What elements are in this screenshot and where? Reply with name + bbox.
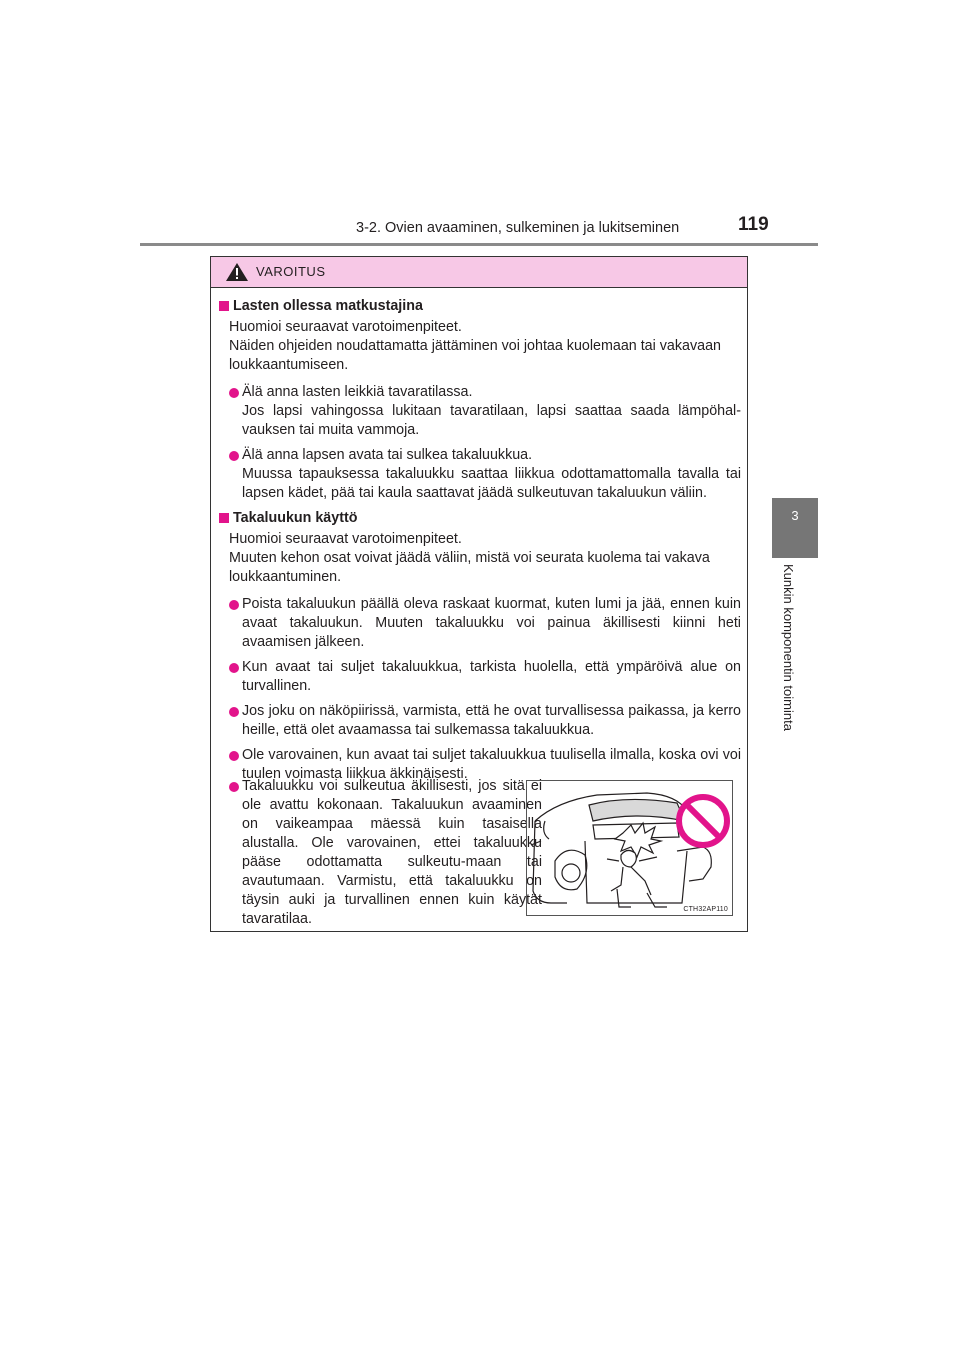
intro-line: Huomioi seuraavat varotoimenpiteet. <box>229 531 462 547</box>
section-intro <box>217 530 741 587</box>
warning-content <box>217 297 741 790</box>
section-title-text: Takaluukun käyttö <box>233 510 358 526</box>
side-tab <box>772 498 818 558</box>
tailgate-illustration <box>526 780 733 916</box>
intro-line: Muuten kehon osat voivat jäädä väliin, mistä voi seurata kuolema tai vakava loukkaantuminen. <box>229 550 710 585</box>
bullet-text: Muussa tapauksessa takaluukku saattaa liikkua odottamattomalla tavalla tai lapsen kädet, pää tai kaula saattavat jäädä sulkeutuvan takaluukun väliin. <box>242 466 741 501</box>
bullet-dot-icon <box>229 388 239 398</box>
intro-line: Huomioi seuraavat varotoimenpiteet. <box>229 319 462 335</box>
bullet-first-line: Älä anna lasten leikkiä tavaratilassa. <box>242 384 473 400</box>
bullet-dot-icon <box>229 782 239 792</box>
warning-header <box>211 257 747 288</box>
list-item-illustrated <box>217 777 542 929</box>
warning-triangle-icon <box>225 262 249 282</box>
list-item <box>217 446 741 503</box>
bullet-text: Kun avaat tai suljet takaluukkua, tarkista huolella, että ympäröivä alue on turvallinen. <box>242 659 741 694</box>
bullet-first-line: Älä anna lapsen avata tai sulkea takaluukkua. <box>242 447 533 463</box>
bullet-dot-icon <box>229 707 239 717</box>
warning-title: VAROITUS <box>256 264 326 279</box>
car-tailgate-drawing <box>527 781 732 915</box>
list-item <box>217 658 741 696</box>
section-square-icon <box>219 301 229 311</box>
illustration-code: CTH32AP110 <box>683 906 728 913</box>
list-item <box>217 702 741 740</box>
bullet-text: Poista takaluukun päällä oleva raskaat kuormat, kuten lumi ja jää, ennen kuin avaat takaluukun. Muuten takaluukku voi painua äkillisesti kiinni heti avaamisen jälkeen. <box>242 596 741 650</box>
bullet-dot-icon <box>229 751 239 761</box>
warning-box <box>210 256 748 932</box>
section-title-tailgate <box>217 509 741 528</box>
bullet-text: Takaluukku voi sulkeutua äkillisesti, jos sitä ei ole avattu kokonaan. Takaluukun avaaminen on vaikeampaa mäessä kuin tasaisella alustalla. Ole varovainen, ettei takaluukku pääse odottamatta sulkeutu-maan tai avautumaan. Varmistu, että takaluukku on täysin auki ja turvallinen ennen kuin käytät tavaratilaa. <box>242 778 542 927</box>
list-item <box>217 383 741 440</box>
section-title-text: Lasten ollessa matkustajina <box>233 298 423 314</box>
page-number: 119 <box>738 214 769 235</box>
side-tab-number: 3 <box>791 508 799 523</box>
side-tab-label: Kunkin komponentin toiminta <box>781 564 796 731</box>
header-rule <box>140 243 818 246</box>
prohibition-icon <box>679 797 727 845</box>
header-title: 3-2. Ovien avaaminen, sulkeminen ja lukitseminen <box>356 220 680 236</box>
bullet-dot-icon <box>229 600 239 610</box>
intro-line: Näiden ohjeiden noudattamatta jättäminen voi johtaa kuolemaan tai vakavaan loukkaantumiseen. <box>229 338 721 373</box>
bullet-text: Jos joku on näköpiirissä, varmista, että he ovat turvallisessa paikassa, ja kerro heille, että olet avaamassa tai sulkemassa takaluukkua. <box>242 703 741 738</box>
bullet-text: Jos lapsi vahingossa lukitaan tavaratilaan, lapsi saattaa saada lämpöhal-vauksen tai muita vammoja. <box>242 403 741 438</box>
section-intro <box>217 318 741 375</box>
bullet-text: Ole varovainen, kun avaat tai suljet takaluukkua tuulisella ilmalla, koska ovi voi tuulen voimasta liikkua äkkinäisesti. <box>242 747 741 782</box>
bullet-dot-icon <box>229 451 239 461</box>
list-item <box>217 595 741 652</box>
section-square-icon <box>219 513 229 523</box>
section-title-children <box>217 297 741 316</box>
bullet-dot-icon <box>229 663 239 673</box>
